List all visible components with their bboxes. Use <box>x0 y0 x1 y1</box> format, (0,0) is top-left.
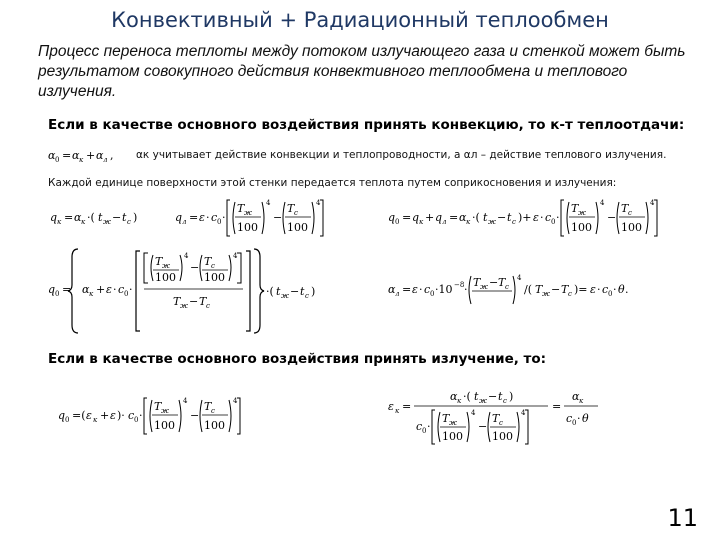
svg-text:0: 0 <box>422 427 427 435</box>
svg-text:4: 4 <box>184 252 189 260</box>
svg-text:+: + <box>96 283 106 296</box>
formula-q-convective <box>50 206 168 228</box>
svg-text:100: 100 <box>287 221 308 234</box>
heading-radiation: Если в качестве основного воздействия принять излучение, то: <box>48 351 547 367</box>
formula-epsilon-convective <box>388 380 618 450</box>
svg-text:α: α <box>74 211 82 224</box>
svg-text:,: , <box>110 149 114 162</box>
svg-text:α: α <box>96 149 104 162</box>
svg-text:4: 4 <box>233 252 238 260</box>
svg-text:T: T <box>237 202 245 215</box>
svg-text:T: T <box>561 283 569 296</box>
svg-text:с: с <box>503 397 507 405</box>
svg-text:4: 4 <box>183 397 188 405</box>
svg-text:=: = <box>64 211 74 224</box>
note-surface-heat: Каждой единице поверхности этой стенки передается теплота путем соприкосновения и излучения: <box>48 177 617 189</box>
svg-text:к: к <box>395 407 400 415</box>
svg-text:100: 100 <box>442 430 463 443</box>
svg-text:−: − <box>488 390 498 403</box>
svg-text:T: T <box>199 295 207 308</box>
svg-text:)·: )· <box>117 409 125 422</box>
svg-text:ε: ε <box>86 409 92 422</box>
svg-text:−: − <box>551 283 561 296</box>
svg-text:4: 4 <box>600 199 605 207</box>
svg-text:−: − <box>497 211 507 224</box>
svg-text:=: = <box>189 211 199 224</box>
svg-text:ж: ж <box>542 290 550 298</box>
svg-text:к: к <box>57 218 62 226</box>
svg-text:·: · <box>419 283 423 296</box>
svg-text:100: 100 <box>571 221 592 234</box>
svg-text:T: T <box>287 202 295 215</box>
formula-q-radiation-based <box>58 394 278 438</box>
svg-text:ж: ж <box>281 292 289 300</box>
svg-text:t: t <box>483 211 488 224</box>
svg-text:с: с <box>512 218 516 226</box>
svg-text:c: c <box>211 211 218 224</box>
svg-text:с: с <box>127 218 131 226</box>
svg-text:q: q <box>48 283 56 296</box>
svg-text:·: · <box>577 412 581 425</box>
svg-text:t: t <box>474 390 479 403</box>
svg-text:c: c <box>545 211 552 224</box>
svg-text:·: · <box>139 409 143 422</box>
svg-text:+: + <box>425 211 435 224</box>
svg-text:α: α <box>72 149 80 162</box>
svg-text:c: c <box>424 283 431 296</box>
svg-text:к: к <box>79 156 84 164</box>
svg-text:ε: ε <box>106 283 112 296</box>
svg-text:0: 0 <box>55 156 60 164</box>
svg-text:·(: ·( <box>266 285 274 298</box>
svg-text:T: T <box>473 276 481 289</box>
svg-text:α: α <box>82 283 90 296</box>
svg-text:л: л <box>395 290 400 298</box>
svg-text:ε: ε <box>199 211 205 224</box>
svg-text:ж: ж <box>479 397 487 405</box>
svg-text:к: к <box>457 397 462 405</box>
svg-text:ж: ж <box>578 209 586 217</box>
svg-text:·: · <box>129 283 133 296</box>
svg-text:θ: θ <box>582 412 589 425</box>
svg-text:ε: ε <box>110 409 116 422</box>
note-alpha-meaning: αк учитывает действие конвекции и теплопроводности, а αл – действие теплового излучения. <box>136 149 667 161</box>
svg-text:c: c <box>416 420 423 433</box>
svg-text:): ) <box>509 390 514 403</box>
svg-text:=: = <box>402 400 412 413</box>
svg-text:100: 100 <box>621 221 642 234</box>
svg-text:θ: θ <box>618 283 625 296</box>
svg-text:ж: ж <box>180 302 188 310</box>
svg-text:−: − <box>189 295 199 308</box>
svg-text:ж: ж <box>244 209 252 217</box>
svg-text:·(: ·( <box>87 211 95 224</box>
svg-text:ж: ж <box>161 407 169 415</box>
svg-text:=: = <box>402 211 412 224</box>
svg-text:100: 100 <box>492 430 513 443</box>
svg-text:T: T <box>621 202 629 215</box>
svg-text:T: T <box>204 400 212 413</box>
svg-text:T: T <box>571 202 579 215</box>
svg-text:4: 4 <box>471 409 476 417</box>
svg-text:q: q <box>175 211 183 224</box>
svg-text:q: q <box>58 409 66 422</box>
svg-text:100: 100 <box>154 419 175 432</box>
svg-text:с: с <box>294 209 298 217</box>
svg-text:T: T <box>535 283 543 296</box>
svg-text:−: − <box>478 420 488 433</box>
svg-text:.: . <box>625 283 629 296</box>
svg-text:с: с <box>499 419 503 427</box>
svg-text:α: α <box>48 149 56 162</box>
svg-text:·: · <box>427 420 431 433</box>
svg-text:100: 100 <box>204 271 225 284</box>
svg-text:0: 0 <box>430 290 435 298</box>
svg-text:α: α <box>388 283 396 296</box>
svg-text:T: T <box>492 412 500 425</box>
svg-text:с: с <box>505 283 509 291</box>
svg-text:c: c <box>566 412 573 425</box>
formula-alpha-radiative <box>388 268 688 312</box>
formula-q-total <box>388 196 698 240</box>
svg-text:4: 4 <box>316 199 321 207</box>
svg-text:−: − <box>190 261 200 274</box>
svg-text:0: 0 <box>395 218 400 226</box>
svg-text:=: = <box>62 283 72 296</box>
svg-text:ε: ε <box>388 400 394 413</box>
svg-text:T: T <box>442 412 450 425</box>
svg-text:q: q <box>435 211 443 224</box>
svg-text:4: 4 <box>521 409 526 417</box>
svg-text:к: к <box>579 397 584 405</box>
svg-text:ж: ж <box>488 218 496 226</box>
svg-text:α: α <box>459 211 467 224</box>
svg-text:0: 0 <box>608 290 613 298</box>
svg-text:−: − <box>607 211 617 224</box>
svg-text:T: T <box>154 400 162 413</box>
svg-text:t: t <box>498 390 503 403</box>
slide-title: Конвективный + Радиационный теплообмен <box>111 8 609 32</box>
svg-text:α: α <box>572 390 580 403</box>
svg-text:=: = <box>402 283 412 296</box>
svg-text:с: с <box>206 302 210 310</box>
intro-paragraph: Процесс переноса теплоты между потоком излучающего газа и стенкой может быть результатом совокупного действия конвективного теплообмена и теплового излучения. <box>38 43 686 100</box>
svg-text:q: q <box>412 211 420 224</box>
svg-text:α: α <box>450 390 458 403</box>
svg-text:с: с <box>305 292 309 300</box>
heading-convection: Если в качестве основного воздействия принять конвекцию, то к-т теплоотдачи: <box>48 117 685 133</box>
svg-text:=: = <box>62 149 72 162</box>
svg-text:с: с <box>628 209 632 217</box>
svg-text:): ) <box>311 285 316 298</box>
svg-text:)=: )= <box>574 283 588 296</box>
svg-text:): ) <box>133 211 138 224</box>
svg-text:к: к <box>89 290 94 298</box>
svg-text:−: − <box>112 211 122 224</box>
svg-text:к: к <box>81 218 86 226</box>
svg-text:к: к <box>466 218 471 226</box>
svg-text:−: − <box>489 276 499 289</box>
svg-text:ж: ж <box>103 218 111 226</box>
svg-text:100: 100 <box>155 271 176 284</box>
formula-alpha-sum <box>48 146 130 164</box>
svg-text:100: 100 <box>237 221 258 234</box>
svg-text:4: 4 <box>266 199 271 207</box>
svg-text:t: t <box>300 285 305 298</box>
svg-text:)+: )+ <box>518 211 532 224</box>
svg-text:0: 0 <box>124 290 129 298</box>
svg-text:·: · <box>464 283 468 296</box>
svg-text:·: · <box>556 211 560 224</box>
svg-text:t: t <box>507 211 512 224</box>
svg-text:с: с <box>568 290 572 298</box>
svg-text:ж: ж <box>162 262 170 270</box>
svg-text:−: − <box>273 211 283 224</box>
svg-text:0: 0 <box>572 419 577 427</box>
svg-text:с: с <box>211 262 215 270</box>
svg-text:·(: ·( <box>463 390 471 403</box>
svg-text:·: · <box>540 211 544 224</box>
svg-text:T: T <box>173 295 181 308</box>
svg-text:c: c <box>128 409 135 422</box>
svg-text:q: q <box>388 211 396 224</box>
svg-text:·: · <box>597 283 601 296</box>
svg-text:t: t <box>122 211 127 224</box>
svg-text:T: T <box>155 255 163 268</box>
svg-text:л: л <box>182 218 187 226</box>
svg-text:−8: −8 <box>454 281 465 289</box>
svg-text:+: + <box>100 409 110 422</box>
svg-text:·(: ·( <box>472 211 480 224</box>
svg-text:ε: ε <box>533 211 539 224</box>
page-number: 11 <box>667 504 698 532</box>
svg-text:t: t <box>276 285 281 298</box>
svg-text:л: л <box>442 218 447 226</box>
svg-text:·: · <box>613 283 617 296</box>
formula-q-total-expanded <box>48 245 298 337</box>
svg-text:+: + <box>86 149 96 162</box>
svg-text:100: 100 <box>204 419 225 432</box>
formula-q-total-tail <box>266 281 330 301</box>
svg-text:=: = <box>449 211 459 224</box>
svg-text:к: к <box>419 218 424 226</box>
svg-text:/(: /( <box>524 283 532 296</box>
svg-text:0: 0 <box>55 290 60 298</box>
svg-text:0: 0 <box>134 416 139 424</box>
svg-text:ж: ж <box>449 419 457 427</box>
svg-text:4: 4 <box>233 397 238 405</box>
svg-text:·10: ·10 <box>435 283 453 296</box>
svg-text:ж: ж <box>480 283 488 291</box>
formula-q-radiative <box>175 196 355 240</box>
svg-text:л: л <box>103 156 108 164</box>
svg-text:·: · <box>206 211 210 224</box>
svg-text:0: 0 <box>217 218 222 226</box>
svg-text:ε: ε <box>412 283 418 296</box>
svg-text:T: T <box>498 276 506 289</box>
svg-text:q: q <box>50 211 58 224</box>
svg-text:к: к <box>93 416 98 424</box>
svg-text:t: t <box>98 211 103 224</box>
svg-text:−: − <box>190 409 200 422</box>
svg-text:=(: =( <box>72 409 86 422</box>
svg-text:=: = <box>552 400 562 413</box>
svg-text:−: − <box>290 285 300 298</box>
svg-text:4: 4 <box>650 199 655 207</box>
svg-text:ε: ε <box>590 283 596 296</box>
svg-text:0: 0 <box>65 416 70 424</box>
svg-text:0: 0 <box>551 218 556 226</box>
svg-text:·: · <box>222 211 226 224</box>
svg-text:с: с <box>211 407 215 415</box>
svg-text:T: T <box>204 255 212 268</box>
svg-text:c: c <box>118 283 125 296</box>
svg-text:c: c <box>602 283 609 296</box>
svg-text:·: · <box>113 283 117 296</box>
svg-text:4: 4 <box>517 274 522 282</box>
